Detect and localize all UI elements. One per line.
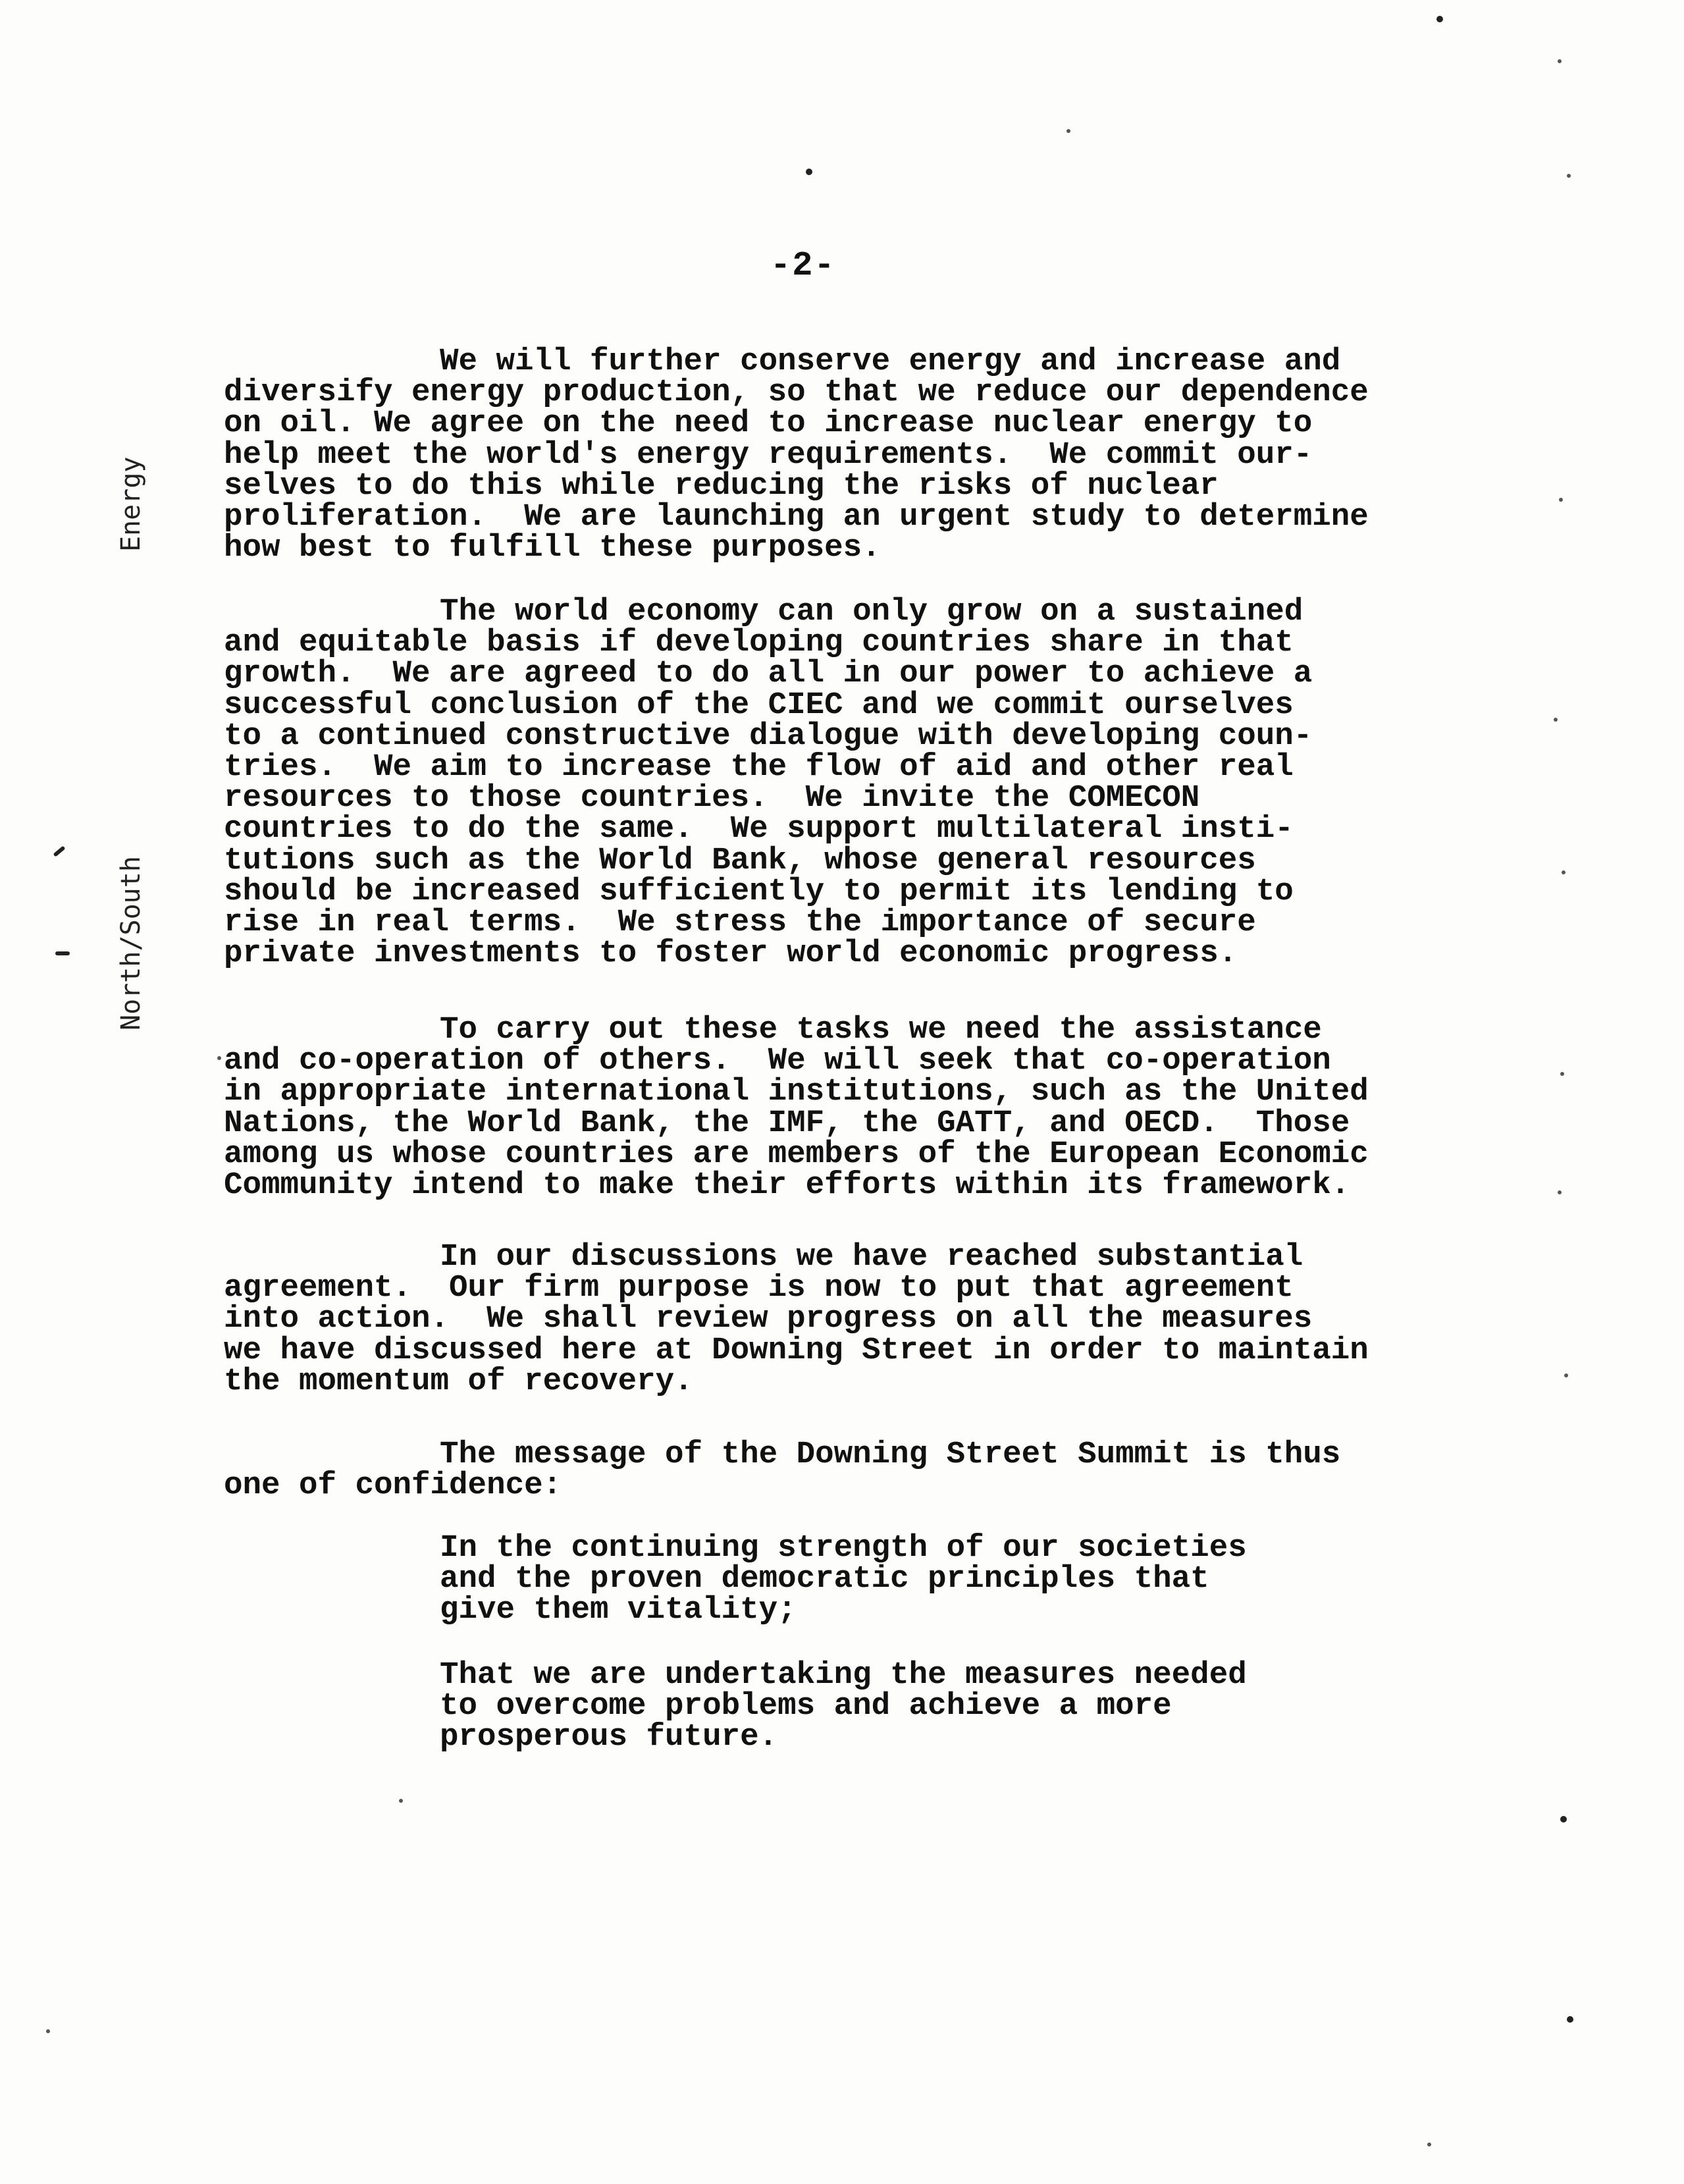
text-line: The world economy can only grow on a sustained	[440, 594, 1303, 629]
scan-speck	[806, 169, 812, 175]
text-line: diversify energy production, so that we reduce our dependence	[224, 375, 1369, 411]
text-line: private investments to foster world economic progress.	[224, 936, 1238, 972]
text-line: The message of the Downing Street Summit is thus	[440, 1437, 1341, 1472]
scan-speck	[399, 1799, 403, 1803]
scan-mark	[55, 951, 70, 955]
text-line: in appropriate international institutions, such as the United	[224, 1074, 1369, 1110]
text-line: countries to do the same. We support multilateral insti-	[224, 811, 1294, 847]
text-line: In our discussions we have reached substantial	[440, 1239, 1303, 1275]
text-line: tutions such as the World Bank, whose general resources	[224, 842, 1256, 878]
scan-speck	[1560, 1072, 1564, 1076]
text-line: to a continued constructive dialogue with developing coun-	[224, 718, 1313, 754]
text-line: the momentum of recovery.	[224, 1363, 693, 1399]
scan-speck	[1567, 2016, 1573, 2023]
text-line: Nations, the World Bank, the IMF, the GATT, and OECD. Those	[224, 1105, 1350, 1141]
text-line: we have discussed here at Downing Street in order to maintain	[224, 1332, 1369, 1368]
text-line: should be increased sufficiently to permit its lending to	[224, 873, 1294, 909]
text-line: among us whose countries are members of the European Economic	[224, 1136, 1369, 1172]
text-line: help meet the world's energy requirements. We commit our-	[224, 437, 1313, 473]
scan-speck	[1436, 16, 1443, 22]
text-line: on oil. We agree on the need to increase nuclear energy to	[224, 406, 1313, 442]
scan-speck	[1066, 129, 1070, 133]
scan-mark	[53, 845, 65, 857]
text-line: and the proven democratic principles that	[440, 1561, 1209, 1597]
text-line: Community intend to make their efforts within its framework.	[224, 1167, 1350, 1203]
text-line: In the continuing strength of our societies	[440, 1530, 1247, 1566]
text-line: proliferation. We are launching an urgent study to determine	[224, 499, 1369, 535]
margin-note-energy: Energy	[116, 456, 146, 552]
text-line: That we are undertaking the measures needed	[440, 1657, 1247, 1693]
text-line: prosperous future.	[440, 1719, 778, 1755]
scan-speck	[46, 2029, 50, 2033]
text-line: into action. We shall review progress on all the measures	[224, 1301, 1313, 1337]
text-line: give them vitality;	[440, 1592, 797, 1628]
scan-speck	[1559, 498, 1563, 502]
text-line: and equitable basis if developing countries share in that	[224, 625, 1294, 661]
scan-speck	[1558, 1190, 1562, 1194]
text-line: rise in real terms. We stress the importance of secure	[224, 905, 1256, 940]
text-line: agreement. Our firm purpose is now to put that agreement	[224, 1270, 1294, 1306]
text-line: and co-operation of others. We will seek that co-operation	[224, 1043, 1331, 1079]
scan-speck	[1558, 59, 1562, 63]
scan-speck	[217, 1056, 221, 1060]
text-line: selves to do this while reducing the risks of nuclear	[224, 467, 1219, 504]
text-line: how best to fulfill these purposes.	[224, 530, 881, 566]
margin-note-north-south: North/South	[116, 856, 146, 1030]
scan-speck	[1564, 1373, 1568, 1377]
scan-speck	[1560, 1816, 1567, 1823]
text-line: tries. We aim to increase the flow of aid and other real	[224, 749, 1294, 785]
scan-speck	[1562, 870, 1566, 874]
scan-speck	[1554, 718, 1558, 722]
text-line: resources to those countries. We invite the COMECON	[224, 780, 1200, 816]
page-number: -2-	[770, 246, 836, 285]
text-line: growth. We are agreed to do all in our power to achieve a	[224, 656, 1313, 692]
scan-speck	[1427, 2143, 1431, 2146]
text-line: one of confidence:	[224, 1468, 562, 1504]
scan-speck	[1567, 174, 1571, 178]
text-line: We will further conserve energy and increase and	[440, 344, 1341, 379]
text-line: To carry out these tasks we need the assistance	[440, 1012, 1322, 1048]
text-line: to overcome problems and achieve a more	[440, 1688, 1172, 1724]
text-line: successful conclusion of the CIEC and we commit ourselves	[224, 687, 1294, 723]
